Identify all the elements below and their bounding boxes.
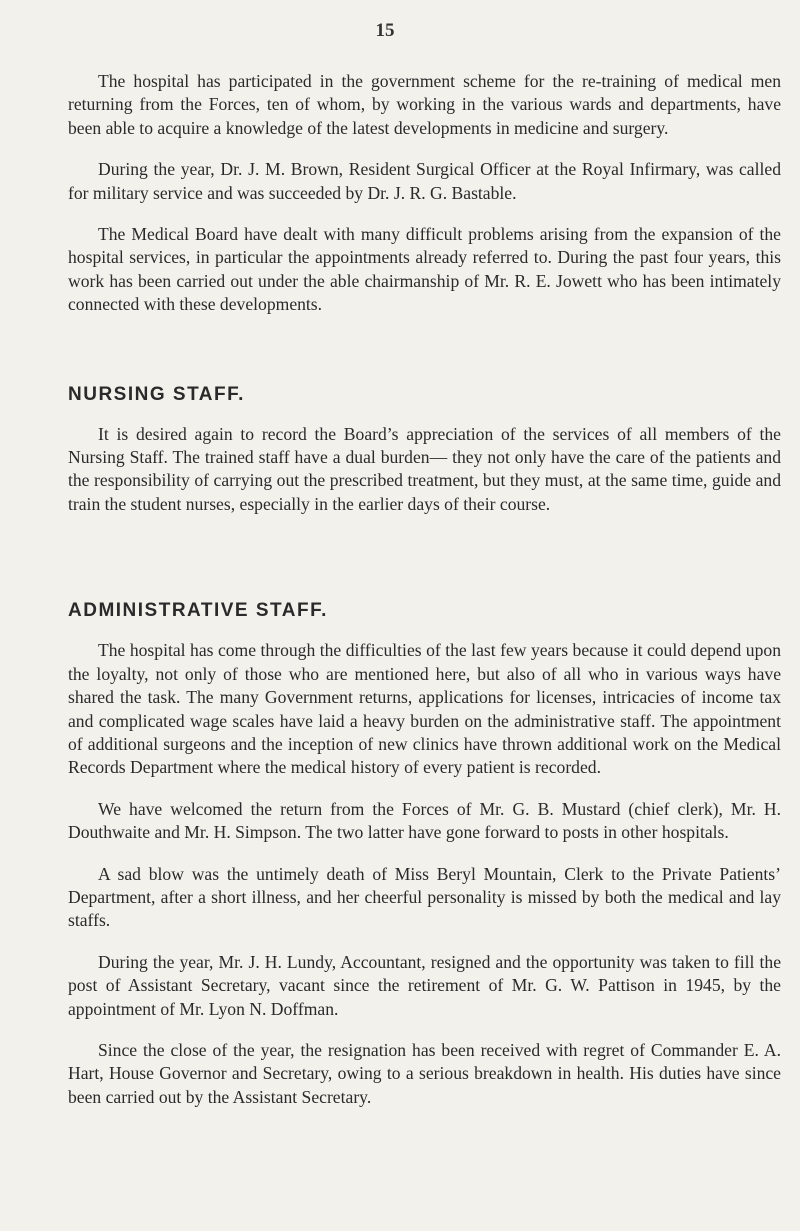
paragraph: A sad blow was the untimely death of Miss Beryl Mountain, Clerk to the Private Patients’ Department, after a short illness, and her cheerful personality is missed by both the medical and lay staffs. [68,863,781,931]
paragraph: Since the close of the year, the resignation has been received with regret of Commander E. A. Hart, House Governor and Secretary, owing to a serious breakdown in health. His duties have since been carried out by the Assistant Secretary. [68,1039,781,1107]
page-number: 15 [375,20,395,41]
paragraph: The Medical Board have dealt with many difficult problems arising from the expansion of the hospital services, in particular the appointments already referred to. During the past four years, this work has been carried out under the able chairmanship of Mr. R. E. Jowett who has been intimately connected with these developments. [68,224,781,315]
paragraph: The hospital has come through the difficulties of the last few years because it could depend upon the loyalty, not only of those who are mentioned here, but also of all who in various ways have shared the task. The many Government returns, applications for licenses, intricacies of income tax and complicated wage scales have laid a heavy burden on the administrative staff. The appointment of additional surgeons and the inception of new clinics have thrown additional work on the Medical Records Department where the medical history of every patient is recorded. [68,640,781,778]
paragraph: The hospital has participated in the government scheme for the re-training of medical men returning from the Forces, ten of whom, by working in the various wards and departments, have been able to acquire a knowledge of the latest developments in medicine and surgery. [68,71,781,138]
paragraph: It is desired again to record the Board’s appreciation of the services of all members of the Nursing Staff. The trained staff have a dual burden— they not only have the care of the patients and the responsibility of carrying out the prescribed treatment, but they must, at the same time, guide and train the student nurses, especially in the earlier days of their course. [68,423,781,514]
page-body [68,70,781,1109]
paragraph: We have welcomed the return from the Forces of Mr. G. B. Mustard (chief clerk), Mr. H. Douthwaite and Mr. H. Simpson. The two latter have gone forward to posts in other hospitals. [68,798,781,843]
section-heading-nursing-staff: NURSING STAFF. [68,383,245,405]
paragraph: During the year, Dr. J. M. Brown, Resident Surgical Officer at the Royal Infirmary, was called for military service and was succeeded by Dr. J. R. G. Bastable. [68,159,781,203]
paragraph: During the year, Mr. J. H. Lundy, Accountant, resigned and the opportunity was taken to fill the post of Assistant Secretary, vacant since the retirement of Mr. G. W. Pattison in 1945, by the appointment of Mr. Lyon N. Doffman. [68,951,781,1019]
section-heading-administrative-staff: ADMINISTRATIVE STAFF. [68,600,328,622]
